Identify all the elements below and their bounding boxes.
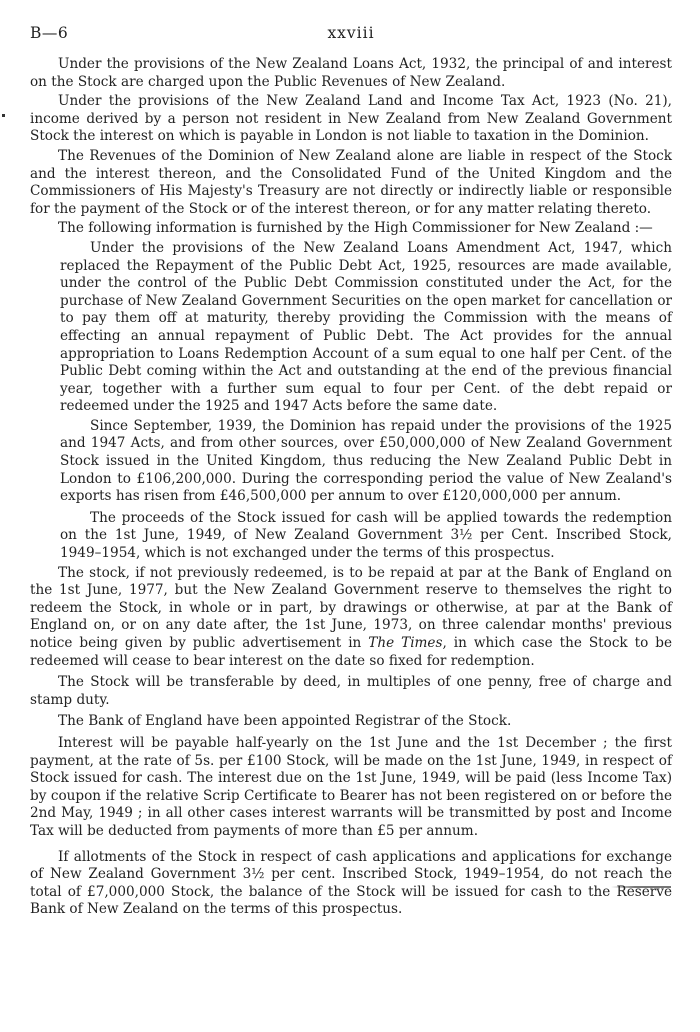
paragraph-high-commissioner: The following information is furnished by the High Commissioner for New Zealand :—: [58, 220, 653, 237]
page-number: xxviii: [327, 24, 375, 42]
quoted-paragraph-repayments: Since September, 1939, the Dominion has repaid under the provisions of the 1925 and 1947 Acts, and from other sources, over £50,000,000 of New Zealand Government Stock issued in the United Kingdom, thus reducing the New Zealand Public Debt in London to £106,200,000. During the corresponding period the value of New Zealand's exports has risen from £46,500,000 per annum to over £120,000,000 per annum.: [60, 417, 672, 505]
quoted-paragraph-proceeds: The proceeds of the Stock issued for cash will be applied towards the redemption on the 1st June, 1949, of New Zealand Government 3½ per Cent. Inscribed Stock, 1949–1954, which is not exchanged under the terms of this prospectus.: [60, 509, 672, 562]
paragraph-allotments: If allotments of the Stock in respect of cash applications and applications for exchange of New Zealand Government 3½ per cent. Inscribed Stock, 1949–1954, do not reach the total of £7,000,000 Stock, the balance of the Stock will be issued for cash to the Reserve Bank of New Zealand on the terms of this prospectus.: [30, 848, 672, 918]
paragraph-income-tax: Under the provisions of the New Zealand Land and Income Tax Act, 1923 (No. 21), income derived by a person not resident in New Zealand from New Zealand Government Stock the interest on which is payable in London is not liable to taxation in the Dominion.: [30, 93, 672, 145]
redemption-text-after: , in which case the Stock to be redeemed will cease to bear interest on the date so fixed for redemption.: [30, 635, 673, 669]
document-reference: B—6: [30, 24, 69, 42]
paragraph-interest: Interest will be payable half-yearly on the 1st June and the 1st December ; the first payment, at the rate of 5s. per £100 Stock, will be made on the 1st June, 1949, in respect of Stock issued for cash. The interest due on the 1st June, 1949, will be paid (less Income Tax) by coupon if the relative Scrip Certificate to Bearer has not been registered on or before the 2nd May, 1949 ; in all other cases interest warrants will be transmitted by post and Income Tax will be deducted from payments of more than £5 per annum.: [30, 734, 672, 839]
redemption-text-before: The stock, if not previously redeemed, is to be repaid at par at the Bank of England on the 1st June, 1977, but the New Zealand Government reserve to themselves the right to redeem the Stock, in whole or in part, by drawings or otherwise, at par at the Bank of England on, or on any date after, the 1st June, 1973, on three calendar months' previous notice being given by public advertisement in: [30, 564, 672, 651]
document-page: [30, 24, 672, 921]
paragraph-revenues: The Revenues of the Dominion of New Zealand alone are liable in respect of the Stock and the interest thereon, and the Consolidated Fund of the United Kingdom and the Commissioners of His Majesty's Treasury are not directly or indirectly liable or responsible for the payment of the Stock or of the interest thereon, or for any matter relating thereto.: [30, 147, 672, 217]
paragraph-transferable: The Stock will be transferable by deed, in multiples of one penny, free of charge and stamp duty.: [30, 674, 672, 708]
paragraph-registrar: The Bank of England have been appointed Registrar of the Stock.: [58, 713, 512, 730]
margin-mark: [2, 114, 5, 117]
quoted-paragraph-loans-amendment: Under the provisions of the New Zealand Loans Amendment Act, 1947, which replaced the Repayment of the Public Debt Act, 1925, resources are made available, under the control of the Public Debt Commission constituted under the Act, for the purchase of New Zealand Government Securities on the open market for cancellation or to pay them off at maturity, thereby providing the Commission with the means of effecting an annual repayment of Public Debt. The Act provides for the annual appropriation to Loans Redemption Account of a sum equal to one half per Cent. of the Public Debt coming within the Act and outstanding at the end of the previous financial year, together with a further sum equal to four per Cent. of the debt repaid or redeemed under the 1925 and 1947 Acts before the same date.: [60, 239, 672, 415]
newspaper-title: The Times: [368, 635, 443, 651]
page-header: [30, 24, 672, 54]
paragraph-loans-act: Under the provisions of the New Zealand Loans Act, 1932, the principal of and interest on the Stock are charged upon the Public Revenues of New Zealand.: [30, 56, 672, 90]
paragraph-redemption: [30, 565, 672, 671]
